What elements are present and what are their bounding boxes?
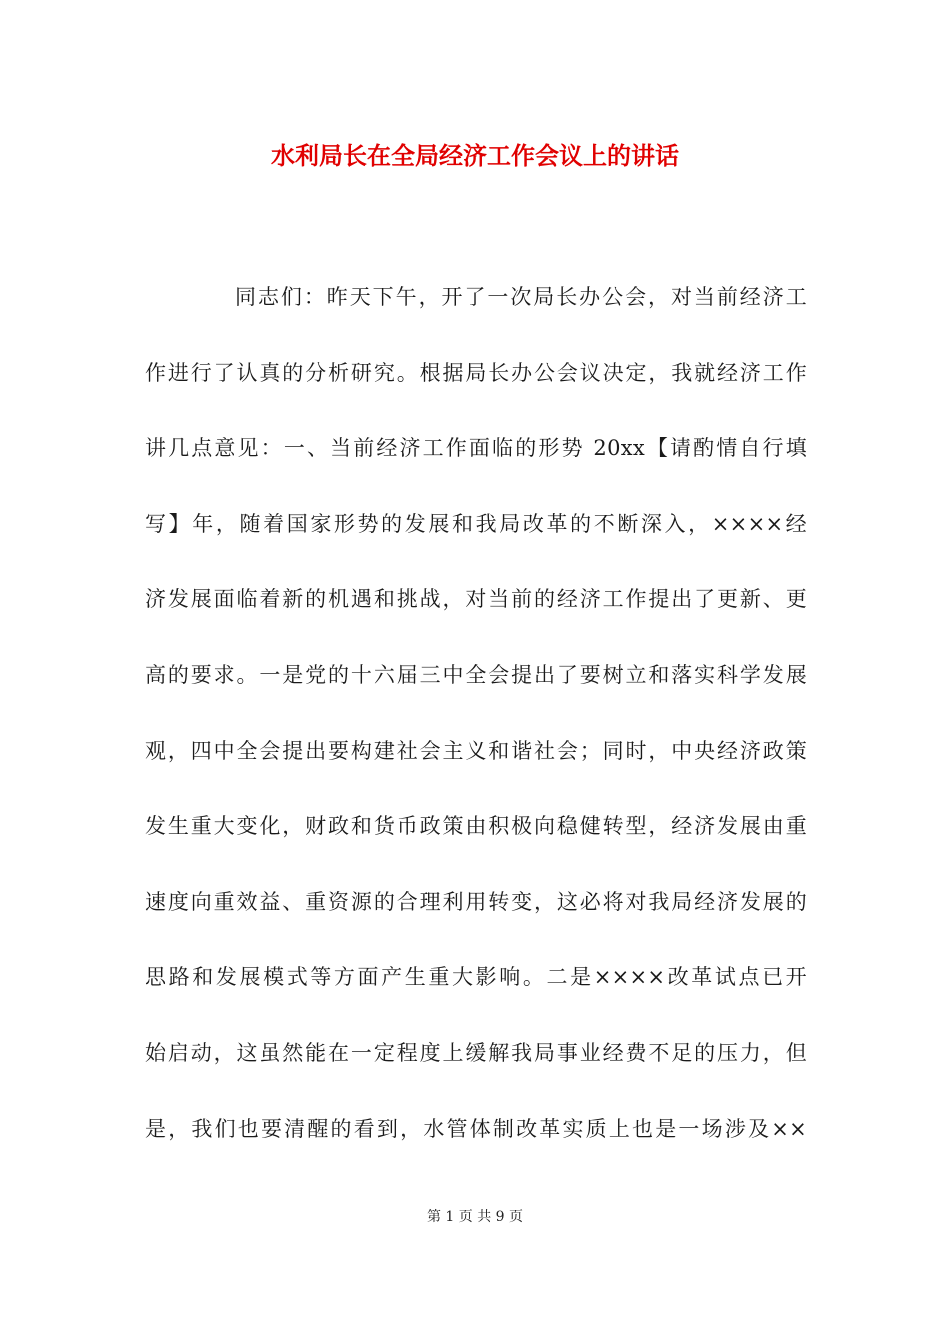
document-body	[145, 277, 807, 1184]
body-line: 始启动，这虽然能在一定程度上缓解我局事业经费不足的压力，但	[145, 1040, 807, 1065]
body-line: 观，四中全会提出要构建社会主义和谐社会；同时，中央经济政策	[145, 738, 807, 763]
body-line: 作进行了认真的分析研究。根据局长办公会议决定，我就经济工作	[145, 360, 807, 385]
body-line: 思路和发展模式等方面产生重大影响。二是××××改革试点已开	[145, 965, 807, 990]
body-line: 高的要求。一是党的十六届三中全会提出了要树立和落实科学发展	[145, 662, 807, 687]
body-line: 是，我们也要清醒的看到，水管体制改革实质上也是一场涉及××	[145, 1116, 807, 1141]
body-line: 济发展面临着新的机遇和挑战，对当前的经济工作提出了更新、更	[145, 587, 807, 612]
body-line: 速度向重效益、重资源的合理利用转变，这必将对我局经济发展的	[145, 889, 807, 914]
body-line: 同志们：昨天下午，开了一次局长办公会，对当前经济工	[235, 285, 807, 309]
document-title: 水利局长在全局经济工作会议上的讲话	[271, 142, 679, 170]
body-line: 发生重大变化，财政和货币政策由积极向稳健转型，经济发展由重	[145, 814, 807, 839]
body-line: 讲几点意见：一、当前经济工作面临的形势 20xx【请酌情自行填	[145, 436, 807, 461]
body-line: 写】年，随着国家形势的发展和我局改革的不断深入，××××经	[145, 511, 807, 536]
page-number-footer: 第 1 页 共 9 页	[426, 1209, 524, 1225]
